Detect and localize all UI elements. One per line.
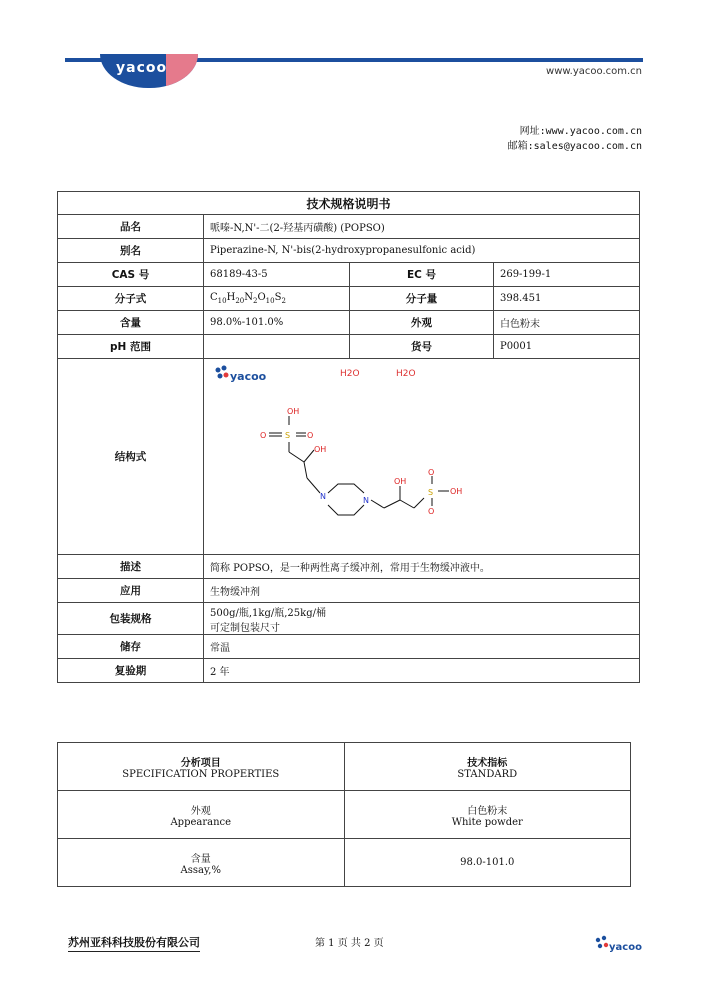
mw-value: 398.451 (493, 287, 639, 311)
packing-value: 500g/瓶,1kg/瓶,25kg/桶 可定制包装尺寸 (204, 603, 640, 635)
svg-text:S: S (428, 487, 434, 497)
ec-label: EC 号 (349, 263, 493, 287)
alias-label: 别名 (58, 239, 204, 263)
appearance-value: 白色粉末 (493, 311, 639, 335)
svg-text:S: S (285, 430, 291, 440)
ph-label: pH 范围 (58, 335, 204, 359)
usage-label: 应用 (58, 579, 204, 603)
assay-value: 98.0%-101.0% (204, 311, 350, 335)
analysis-header-standard: 技术指标 STANDARD (344, 743, 630, 791)
structure-image (204, 360, 638, 554)
svg-text:O: O (260, 430, 267, 440)
retest-value: 2 年 (204, 659, 640, 683)
cas-label: CAS 号 (58, 263, 204, 287)
svg-text:OH: OH (314, 444, 327, 454)
logo-accent (166, 54, 198, 88)
retest-label: 复验期 (58, 659, 204, 683)
assay-label: 含量 (58, 311, 204, 335)
analysis-item-assay: 含量 Assay,% (58, 839, 345, 887)
name-label: 品名 (58, 215, 204, 239)
storage-label: 储存 (58, 635, 204, 659)
structure-logo (216, 365, 267, 383)
logo-text: yacoo (116, 60, 168, 76)
desc-value: 简称 POPSO，是一种两性离子缓冲剂，常用于生物缓冲液中。 (204, 555, 640, 579)
spec-table (57, 191, 640, 683)
spec-title: 技术规格说明书 (58, 192, 640, 215)
analysis-header-item: 分析项目 SPECIFICATION PROPERTIES (58, 743, 345, 791)
ph-value (204, 335, 350, 359)
structure-cell (204, 359, 640, 555)
svg-text:OH: OH (394, 476, 407, 486)
formula-label: 分子式 (58, 287, 204, 311)
packing-label: 包装规格 (58, 603, 204, 635)
structure-bonds (269, 416, 449, 515)
cas-value: 68189-43-5 (204, 263, 350, 287)
svg-text:N: N (320, 491, 326, 501)
footer-company: 苏州亚科科技股份有限公司 (68, 934, 200, 952)
svg-text:OH: OH (450, 486, 463, 496)
catalog-value: P0001 (493, 335, 639, 359)
appearance-label: 外观 (349, 311, 493, 335)
analysis-table (57, 742, 631, 887)
desc-label: 描述 (58, 555, 204, 579)
ec-value: 269-199-1 (493, 263, 639, 287)
name-value: 哌嗪-N,N'-二(2-羟基丙磺酸) (POPSO) (204, 215, 640, 239)
water-label-2: H2O (396, 368, 416, 379)
formula-value: $C_{10}H_{20}N_2O_{10}S_2$ (204, 287, 350, 311)
svg-text:O: O (428, 467, 435, 477)
header-website[interactable]: www.yacoo.com.cn (546, 66, 642, 77)
catalog-label: 货号 (349, 335, 493, 359)
company-logo (100, 54, 198, 88)
svg-text:yacoo: yacoo (230, 369, 267, 383)
mw-label: 分子量 (349, 287, 493, 311)
svg-text:OH: OH (287, 406, 300, 416)
contact-website[interactable]: 网址:www.yacoo.com.cn (519, 126, 642, 137)
analysis-standard-appearance: 白色粉末 White powder (344, 791, 630, 839)
alias-value: Piperazine-N, N'-bis(2-hydroxypropanesulfonic acid) (204, 239, 640, 263)
svg-text:O: O (428, 506, 435, 516)
analysis-standard-assay: 98.0-101.0 (344, 839, 630, 887)
storage-value: 常温 (204, 635, 640, 659)
water-label-1: H2O (340, 368, 360, 379)
footer-page-number: 第 1 页 共 2 页 (315, 938, 384, 949)
svg-text:O: O (307, 430, 314, 440)
footer-logo (594, 935, 646, 953)
svg-text:N: N (363, 495, 369, 505)
analysis-item-appearance: 外观 Appearance (58, 791, 345, 839)
structure-label: 结构式 (58, 359, 204, 555)
svg-text:yacoo: yacoo (609, 942, 642, 953)
contact-email[interactable]: 邮箱:sales@yacoo.com.cn (507, 141, 642, 152)
usage-value: 生物缓冲剂 (204, 579, 640, 603)
